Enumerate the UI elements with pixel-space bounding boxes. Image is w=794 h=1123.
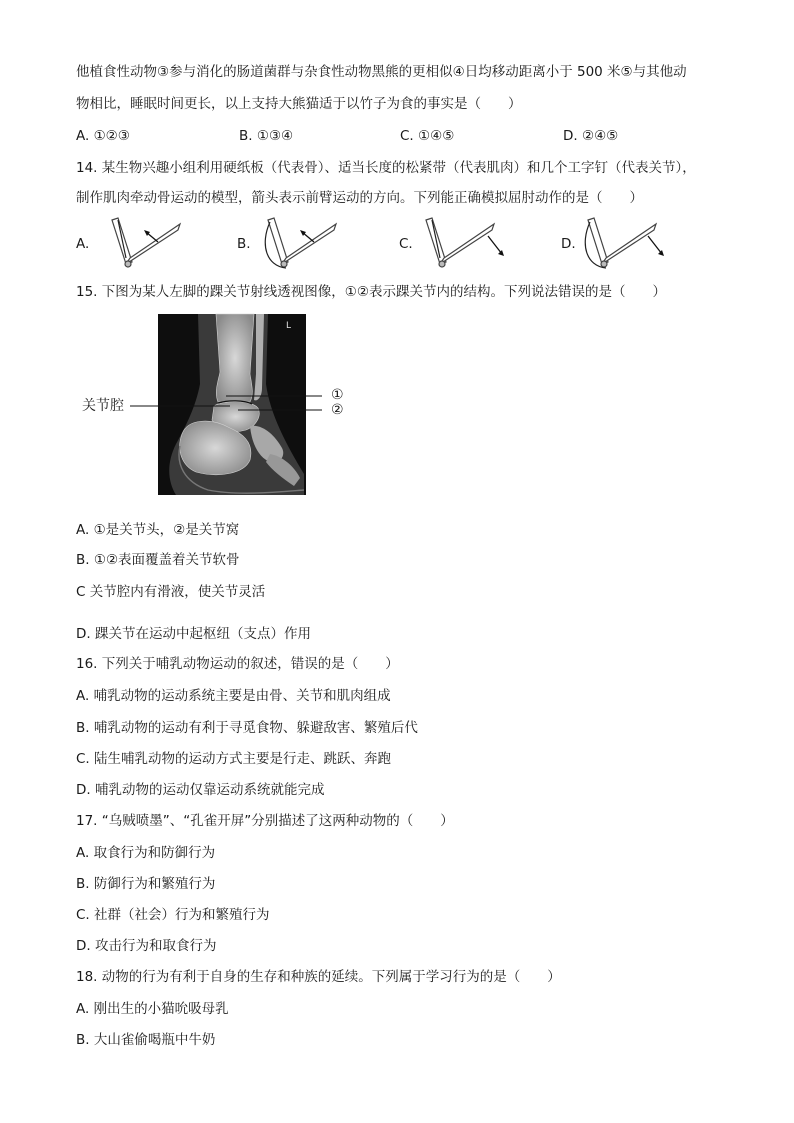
q17-option-b: B. 防御行为和繁殖行为 — [76, 876, 216, 892]
question-13-text-line-1: 他植食性动物③参与消化的肠道菌群与杂食性动物黑熊的更相似④日均移动距离小于 500 米⑤与其他动 — [76, 64, 687, 80]
q17-option-d: D. 攻击行为和取食行为 — [76, 938, 217, 954]
q17-option-c: C. 社群（社会）行为和繁殖行为 — [76, 907, 270, 923]
q14-option-c-label: C. — [399, 236, 413, 252]
question-13-text-line-2: 物相比，睡眠时间更长，以上支持大熊猫适于以竹子为食的事实是（ ） — [76, 96, 522, 112]
q14-model-c-figure — [422, 214, 512, 274]
question-18-stem: 18. 动物的行为有利于自身的生存和种族的延续。下列属于学习行为的是（ ） — [76, 969, 561, 985]
xray-corner-mark: L — [286, 321, 292, 331]
q18-option-b: B. 大山雀偷喝瓶中牛奶 — [76, 1032, 216, 1048]
question-16-stem: 16. 下列关于哺乳动物运动的叙述，错误的是（ ） — [76, 656, 399, 672]
question-17-stem: 17. “乌贼喷墨”、“孔雀开屏”分别描述了这两种动物的（ ） — [76, 813, 454, 829]
q14-option-a-label: A. — [76, 236, 90, 252]
q15-option-b: B. ①②表面覆盖着关节软骨 — [76, 552, 240, 568]
marker-2: ② — [331, 402, 344, 418]
question-15-stem: 15. 下图为某人左脚的踝关节射线透视图像，①②表示踝关节内的结构。下列说法错误的是（ ） — [76, 284, 666, 300]
q16-option-c: C. 陆生哺乳动物的运动方式主要是行走、跳跃、奔跑 — [76, 751, 392, 767]
q14-model-a-figure — [108, 214, 188, 274]
option-a: A. ①②③ — [76, 128, 130, 144]
marker-1: ① — [331, 387, 344, 403]
question-13-options — [76, 126, 716, 146]
xray-annotation-lines — [126, 390, 336, 420]
question-14-text-line-2: 制作肌肉牵动骨运动的模型，箭头表示前臂运动的方向。下列能正确模拟屈肘动作的是（ ） — [76, 190, 643, 206]
option-b: B. ①③④ — [239, 128, 294, 144]
q16-option-d: D. 哺乳动物的运动仅靠运动系统就能完成 — [76, 782, 325, 798]
q14-model-d-figure — [582, 214, 672, 274]
q14-option-d-label: D. — [561, 236, 576, 252]
option-c: C. ①④⑤ — [400, 128, 455, 144]
joint-cavity-label: 关节腔 — [82, 398, 124, 414]
q18-option-a: A. 刚出生的小猫吮吸母乳 — [76, 1001, 229, 1017]
q15-option-a: A. ①是关节头，②是关节窝 — [76, 522, 240, 538]
q17-option-a: A. 取食行为和防御行为 — [76, 845, 216, 861]
q14-model-b-figure — [262, 214, 342, 274]
option-d: D. ②④⑤ — [563, 128, 619, 144]
q14-option-b-label: B. — [237, 236, 251, 252]
q15-option-c: C 关节腔内有滑液，使关节灵活 — [76, 584, 266, 600]
q15-option-d: D. 踝关节在运动中起枢纽（支点）作用 — [76, 626, 311, 642]
question-14-text-line-1: 14. 某生物兴趣小组利用硬纸板（代表骨）、适当长度的松紧带（代表肌肉）和几个工字钉（代表关节）， — [76, 160, 696, 176]
q16-option-a: A. 哺乳动物的运动系统主要是由骨、关节和肌肉组成 — [76, 688, 391, 704]
q16-option-b: B. 哺乳动物的运动有利于寻觅食物、躲避敌害、繁殖后代 — [76, 720, 418, 736]
